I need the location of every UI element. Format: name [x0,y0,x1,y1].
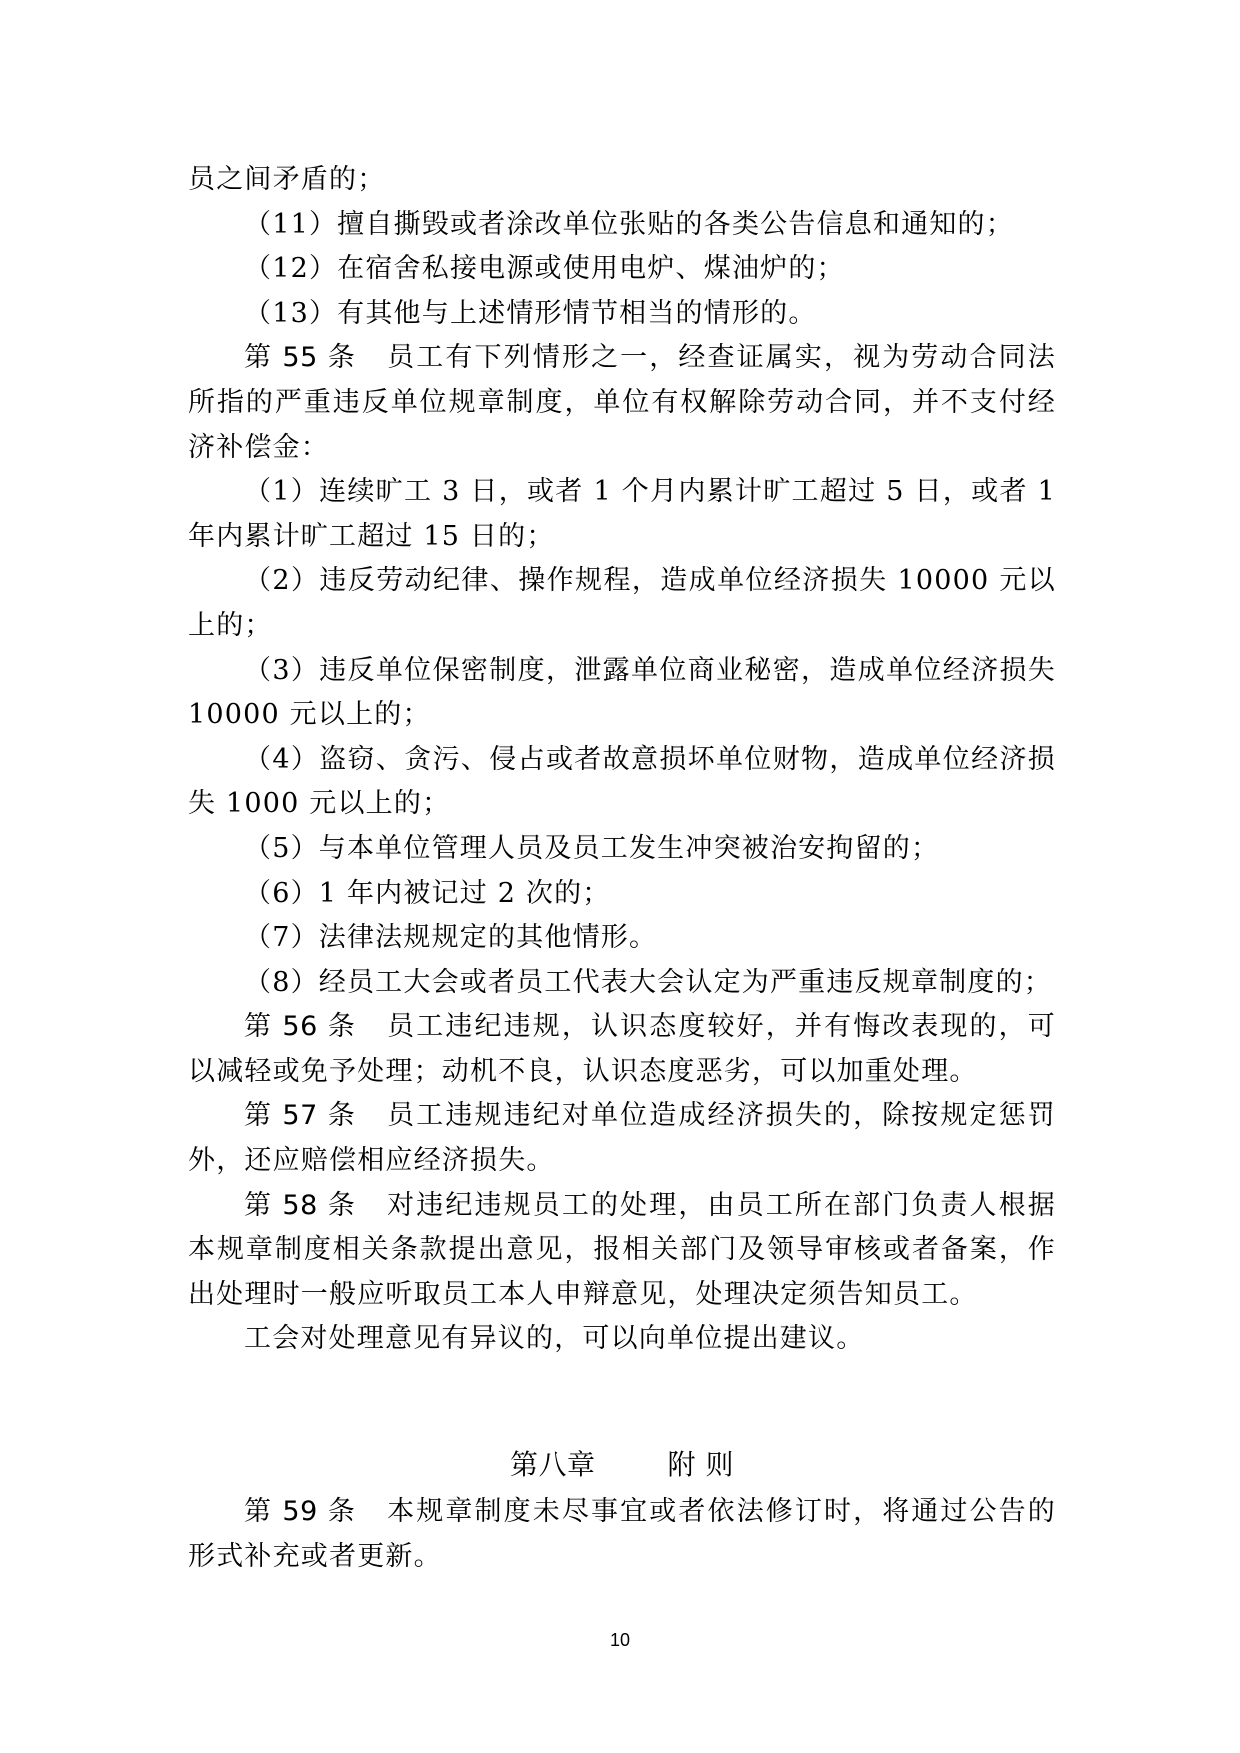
page-number: 10 [609,1630,631,1650]
article-text: 员工违规违纪对单位造成经济损失的，除按规定惩罚外，还应赔偿相应经济损失。 [188,1100,1056,1177]
list-item-2 [188,559,1056,648]
list-item-13 [188,292,1056,337]
list-item-12 [188,247,1056,292]
article-text: 本规章制度未尽事宜或者依法修订时，将通过公告的形式补充或者更新。 [188,1496,1056,1572]
list-item-7 [188,916,1056,961]
list-item-text: （2）违反劳动纪律、操作规程，造成单位经济损失 10000 元以上的； [188,565,1056,641]
list-item-text: （6）1 年内被记过 2 次的； [244,877,611,909]
list-item-4 [188,738,1056,827]
list-item-3 [188,649,1056,738]
article-title: 第 59 条 [244,1496,357,1527]
paragraph-text: 工会对处理意见有异议的，可以向单位提出建议。 [244,1323,865,1355]
chapter-body [188,1490,1056,1579]
article-56 [188,1005,1056,1094]
list-item-text: （11）擅自撕毁或者涂改单位张贴的各类公告信息和通知的； [244,208,1014,240]
list-item-8 [188,961,1056,1006]
article-title: 第 58 条 [244,1189,357,1221]
paragraph-text: 员之间矛盾的； [188,164,386,195]
list-item-11 [188,203,1056,248]
article-55 [188,336,1056,470]
article-57 [188,1094,1056,1183]
article-text: 员工违纪违规，认识态度较好，并有悔改表现的，可以减轻或免予处理；动机不良，认识态度恶劣，可以加重处理。 [188,1011,1056,1087]
document-body [188,158,1056,1362]
union-note [188,1317,1056,1362]
article-59 [188,1490,1056,1579]
article-text: 对违纪违规员工的处理，由员工所在部门负责人根据本规章制度相关条款提出意见，报相关部门及领导审核或者备案，作出处理时一般应听取员工本人申辩意见，处理决定须告知员工。 [188,1189,1056,1310]
list-item-text: （8）经员工大会或者员工代表大会认定为严重违反规章制度的； [244,966,1052,998]
list-item-1 [188,470,1056,559]
chapter-title: 附 则 [667,1448,734,1481]
list-item-text: （1）连续旷工 3 日，或者 1 个月内累计旷工超过 5 日，或者 1 年内累计旷工超过 15 日的； [188,476,1056,552]
article-text: 员工有下列情形之一，经查证属实，视为劳动合同法所指的严重违反单位规章制度，单位有权解除劳动合同，并不支付经济补偿金： [188,342,1056,463]
article-title: 第 57 条 [244,1100,357,1132]
list-item-text: （7）法律法规规定的其他情形。 [244,922,658,954]
list-item-text: （5）与本单位管理人员及员工发生冲突被治安拘留的； [244,832,940,864]
list-item-6 [188,872,1056,917]
article-title: 第 55 条 [244,342,357,374]
list-item-text: （4）盗窃、贪污、侵占或者故意损坏单位财物，造成单位经济损失 1000 元以上的； [188,743,1056,820]
chapter-heading [188,1443,1056,1487]
list-item-5 [188,827,1056,872]
list-item-text: （12）在宿舍私接电源或使用电炉、煤油炉的； [244,253,845,285]
article-58 [188,1184,1056,1318]
article-title: 第 56 条 [244,1011,357,1043]
list-item-text: （13）有其他与上述情形情节相当的情形的。 [244,297,817,329]
chapter-number: 第八章 [510,1448,596,1481]
list-item-text: （3）违反单位保密制度，泄露单位商业秘密，造成单位经济损失 10000 元以上的； [188,654,1056,731]
paragraph-continuation [188,158,1056,203]
